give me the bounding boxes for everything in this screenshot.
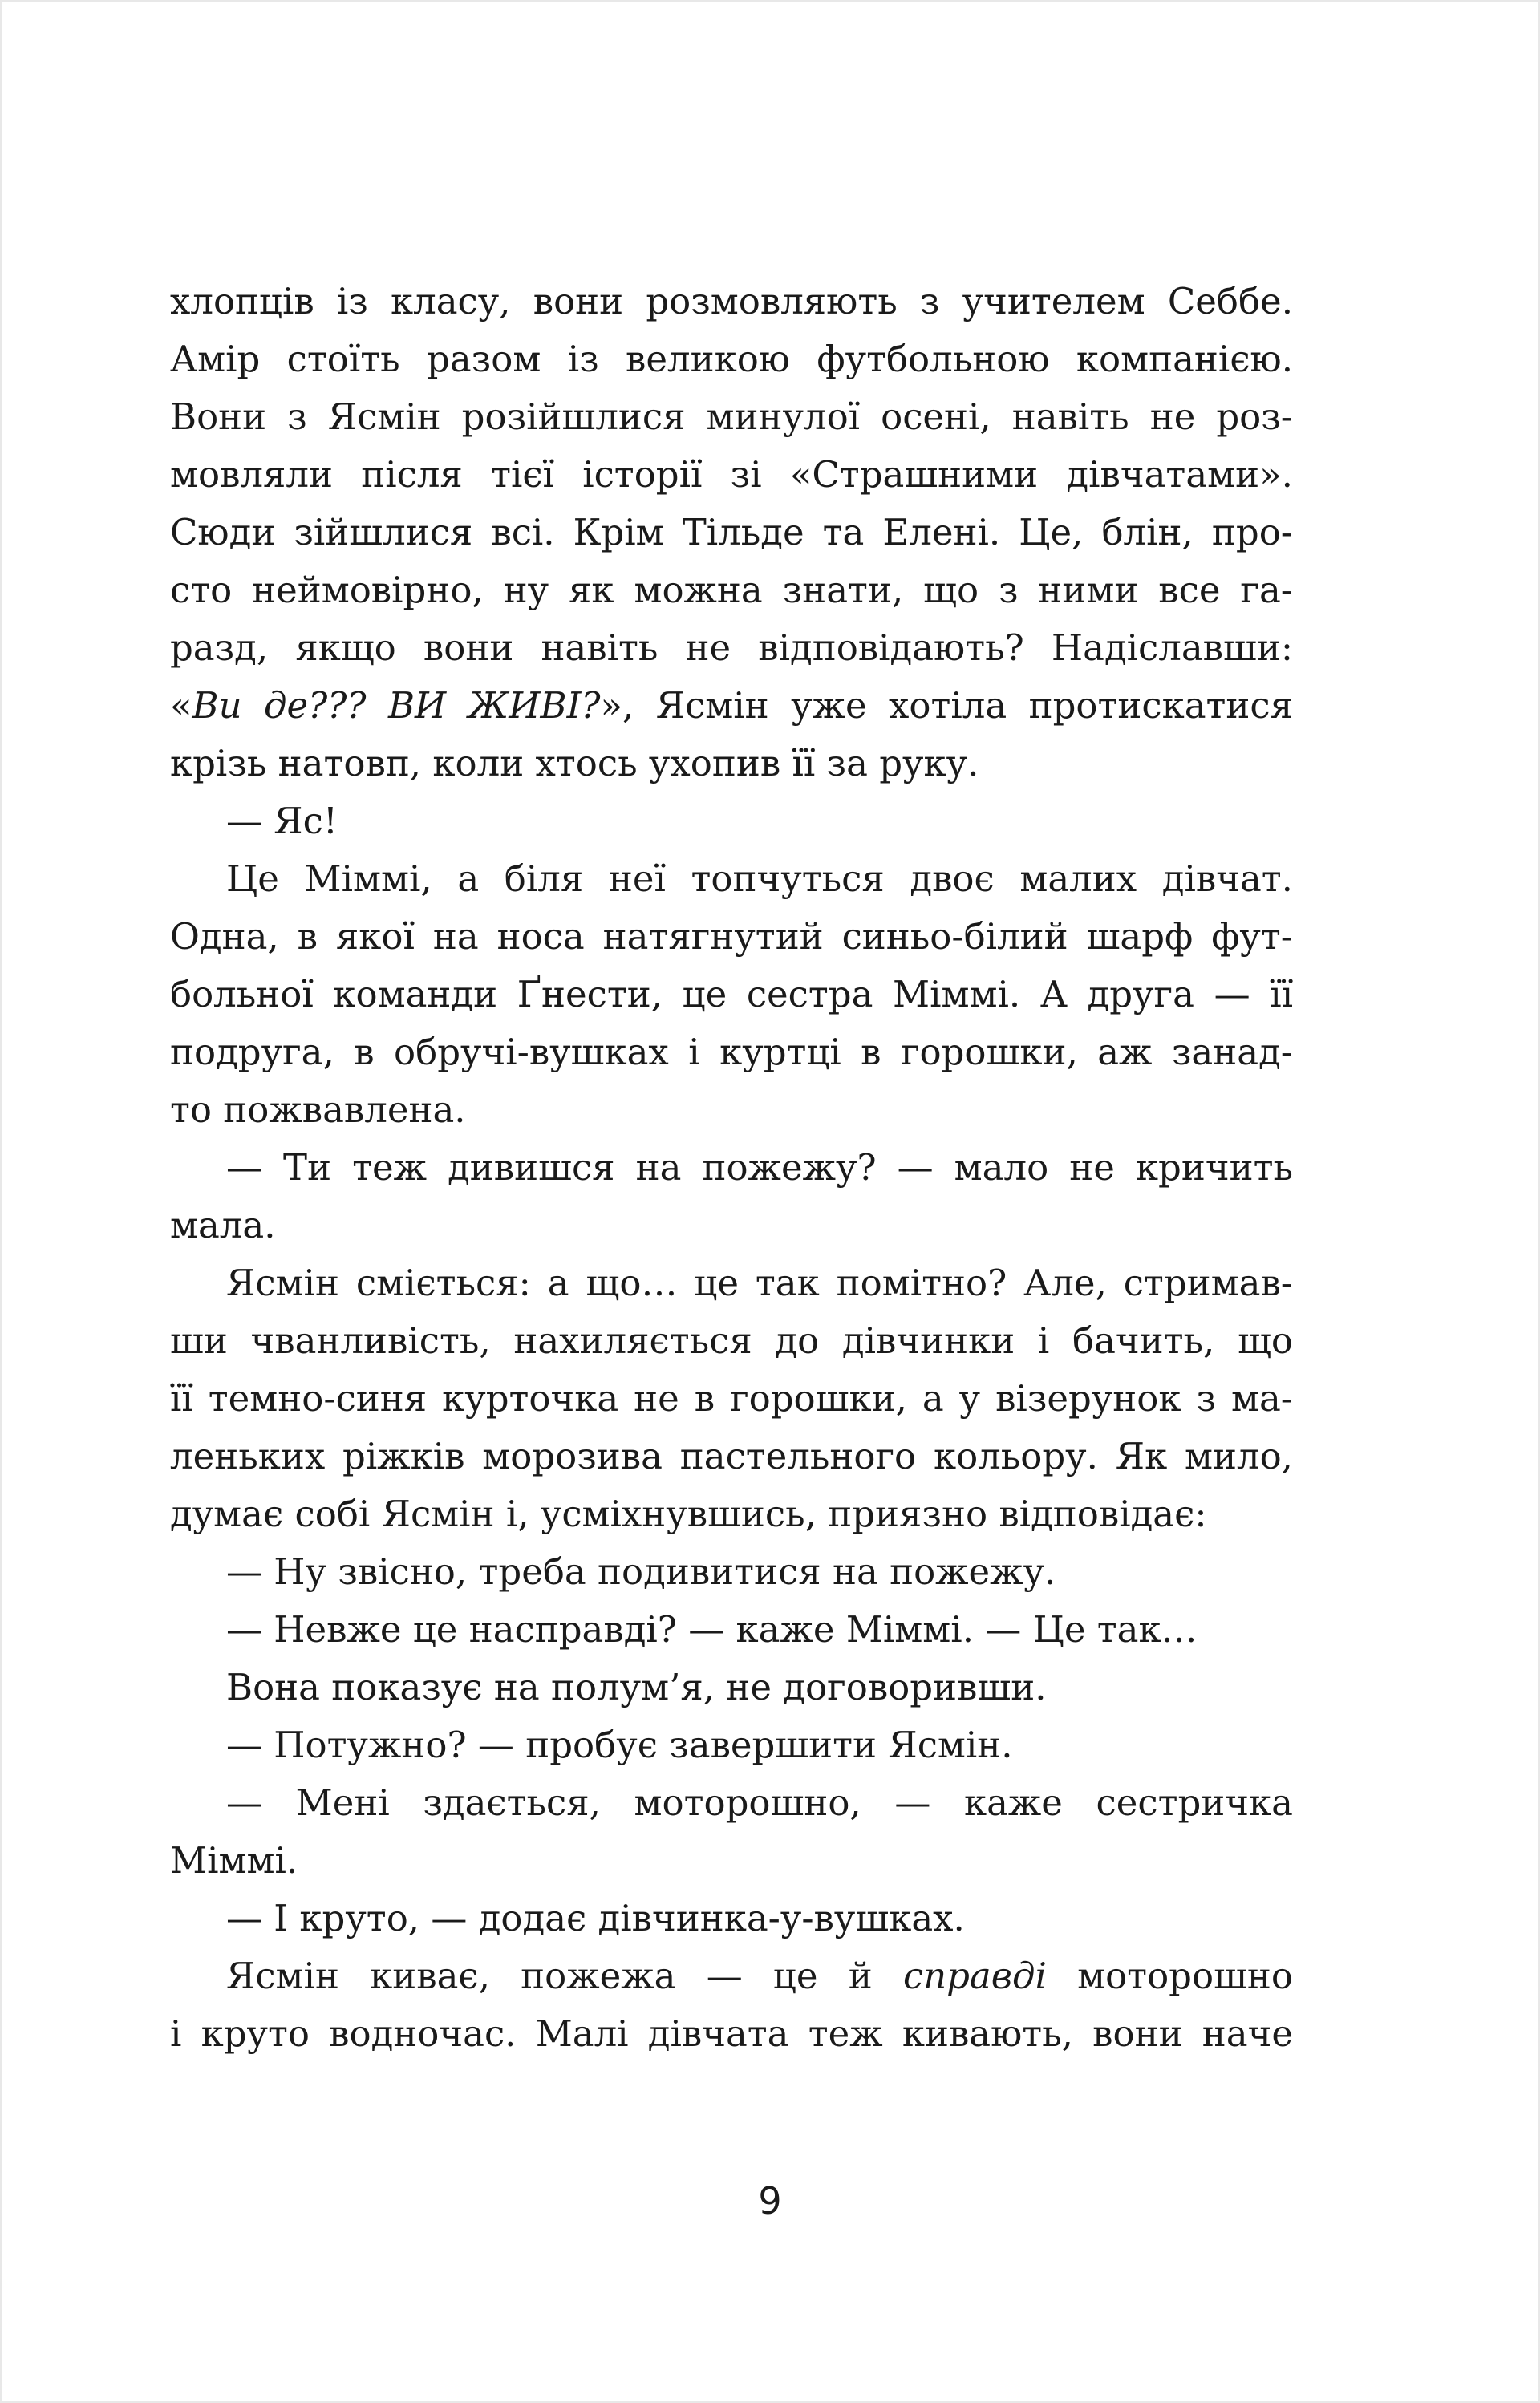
- text-line: хлопців із класу, вони розмовляють з учителем Себбе.: [170, 280, 1293, 322]
- text-line: її темно-синя курточка не в горошки, а у візерунок з ма-: [170, 1377, 1293, 1420]
- dialogue-line: — Ну звісно, треба подивитися на пожежу.: [226, 1550, 1056, 1593]
- paragraph-last-line: думає собі Ясмін і, усміхнувшись, приязно відповідає:: [170, 1493, 1207, 1535]
- text-line: больної команди Ґнести, це сестра Міммі. А друга — її: [170, 973, 1293, 1015]
- paragraph-last-line: крізь натовп, коли хтось ухопив її за руку.: [170, 742, 979, 784]
- dialogue-line: — Потужно? — пробує завершити Ясмін.: [226, 1724, 1013, 1766]
- text-line: і круто водночас. Малі дівчата теж кивають, вони наче: [170, 2012, 1293, 2055]
- text-line: мовляли після тієї історії зі «Страшними дівчатами».: [170, 453, 1293, 496]
- body-text: [170, 273, 1293, 2063]
- text-line: Вони з Ясмін розійшлися минулої осені, навіть не роз-: [170, 395, 1293, 438]
- dialogue-line: — Яс!: [226, 800, 338, 842]
- paragraph-line: Вона показує на полум’я, не договоривши.: [226, 1666, 1047, 1708]
- italic-text: справді: [902, 1955, 1047, 1997]
- dialogue-line: — Мені здається, моторошно, — каже сестричка: [226, 1781, 1293, 1824]
- page-number: 9: [758, 2179, 782, 2223]
- text-line: Амір стоїть разом із великою футбольною компанією.: [170, 338, 1293, 380]
- paragraph-last-line: то пожвавлена.: [170, 1088, 466, 1131]
- text-line: Сюди зійшлися всі. Крім Тільде та Елені. Це, блін, про-: [170, 511, 1293, 553]
- text-line: [170, 677, 1293, 735]
- text-line: сто неймовірно, ну як можна знати, що з ними все га-: [170, 569, 1293, 611]
- paragraph-first-line: Ясмін сміється: а що… це так помітно? Але, стримав-: [226, 1262, 1293, 1304]
- text-span: «: [170, 684, 192, 727]
- text-line: леньких ріжків морозива пастельного кольору. Як мило,: [170, 1435, 1293, 1477]
- text-line: разд, якщо вони навіть не відповідають? Надіславши:: [170, 626, 1293, 669]
- dialogue-line: — І круто, — додає дівчинка-у-вушках.: [226, 1897, 965, 1939]
- text-line: ши чванливість, нахиляється до дівчинки і бачить, що: [170, 1319, 1293, 1362]
- paragraph-first-line: Це Міммі, а біля неї топчуться двоє малих дівчат.: [226, 857, 1293, 900]
- text-line: подруга, в обручі-вушках і куртці в горошки, аж занад-: [170, 1031, 1293, 1073]
- paragraph-first-line: [170, 1947, 1293, 2005]
- dialogue-line: — Невже це насправді? — каже Міммі. — Це так…: [226, 1608, 1198, 1651]
- text-span: », Ясмін уже хотіла протискатися: [600, 684, 1294, 727]
- italic-text: Ви де??? ВИ ЖИВІ?: [192, 684, 601, 727]
- text-span: Ясмін киває, пожежа — це й: [226, 1955, 903, 1997]
- paragraph-last-line: Міммі.: [170, 1839, 298, 1882]
- text-span: моторошно: [1046, 1955, 1293, 1997]
- dialogue-line: — Ти теж дивишся на пожежу? — мало не кричить: [226, 1146, 1293, 1189]
- text-line: Одна, в якої на носа натягнутий синьо-білий шарф фут-: [170, 915, 1293, 958]
- paragraph-last-line: мала.: [170, 1204, 276, 1246]
